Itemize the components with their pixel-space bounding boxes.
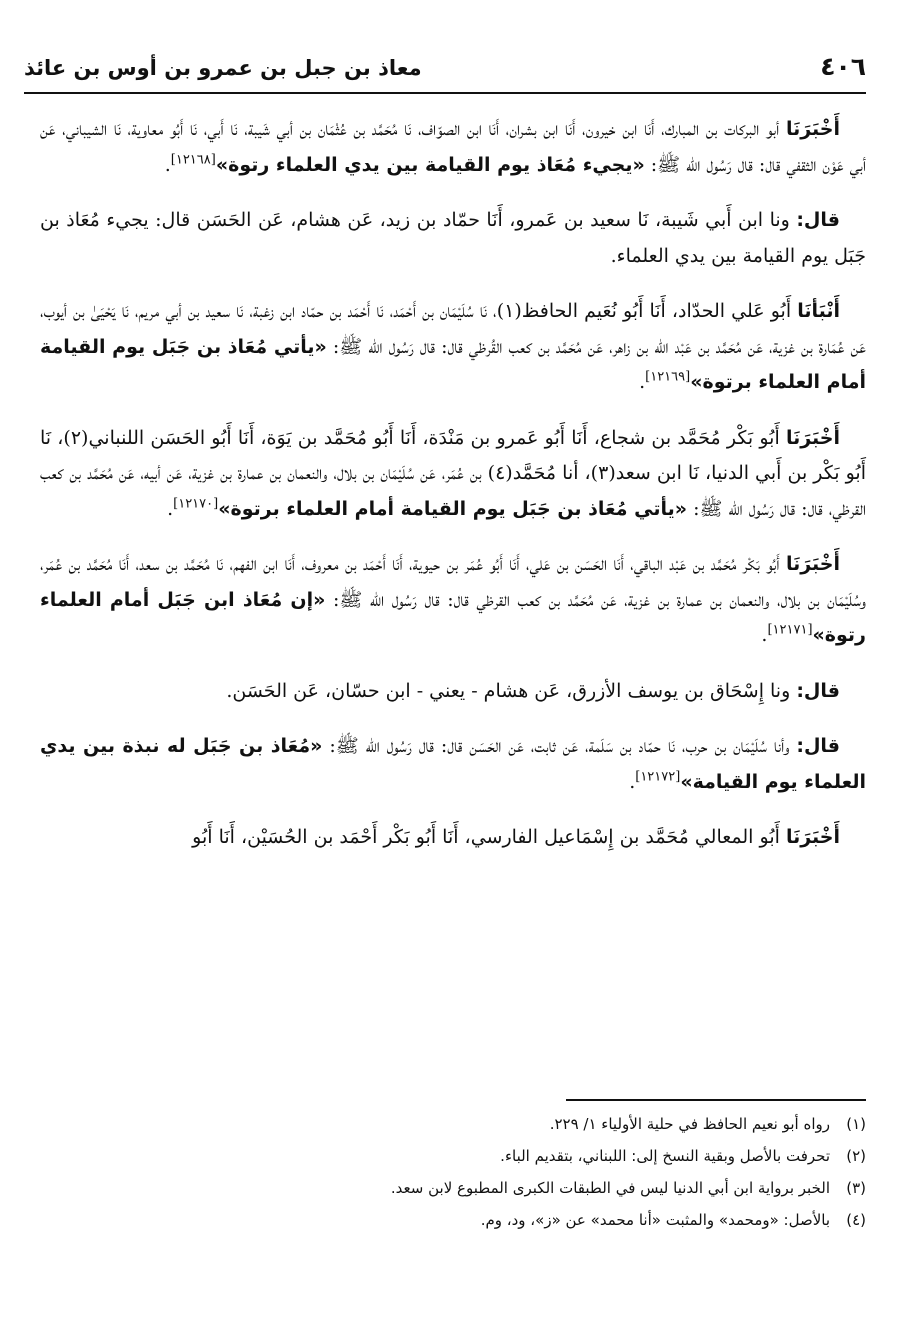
paragraph-tail: . [164,153,171,176]
paragraph-tail: . [629,770,636,793]
paragraph-tail: . [761,624,768,646]
hadith-reference: [١٢١٧٠] [173,496,219,512]
paragraph-3 [40,294,866,401]
footnote-divider [566,1099,866,1101]
paragraph-7 [40,729,866,800]
paragraph-5 [40,547,866,654]
paragraph-2 [40,203,866,274]
paragraph-lead: قال: [796,209,840,231]
paragraph-text: أَبُو عَلي الحدّاد، أَنَا أَبُو نُعَيم الحافظ(١)، نَا سُلَيْمَان بن أَحْمَد، نَا أَحْمَد بن حمّاد ابن زغبة، نَا سعيد بن أبي مريم، نَا يَحْيَىٰ بن أيوب، عَن عُمَارة بن غزية، عَن مُحَمَّد بن عَبْد الله بن زاهر، عَن مُحَمَّد بن كعب القُرظي قال: قال رَسُول الله ﷺ: [40,300,866,358]
hadith-reference: [١٢١٧٢] [635,769,681,785]
footnote-text: بالأصل: «ومحمد» والمثبت «أنا محمد» عن «ز»، ود، وم. [480,1211,830,1229]
paragraph-text: أَبُو بَكْر مُحَمَّد بن عَبْد الباقي، أَنَا الحَسَن بن عَلي، أَنَا أَبُو عُمَر بن حيوية، أَنَا أَحْمَد بن معروف، أَنَا ابن الفهم، نَا مُحَمَّد بن سعد، أَنَا مُحَمَّد بن عُمَر، وسُلَيْمَان بن بلال، والنعمان بن عمارة بن غزية، عَن مُحَمَّد بن كعب القرظي قال: قال رَسُول الله ﷺ: [40,553,866,611]
hadith-quote: «يجيء مُعَاذ يوم القيامة بين يدي العلماء رتوة» [215,153,645,176]
paragraph-6 [40,674,866,710]
footnote-item [40,1108,866,1140]
paragraph-lead: أَخْبَرَنَا [785,826,840,848]
paragraph-text: أبو البركات بن المبارك، أَنَا ابن خيرون، أَنَا ابن بشران، أَنَا ابن الصوّاف، نَا مُحَمَّد بن عُثْمَان بن أبي شَيبة، نَا أَبي، نَا أَبُو معاوية، نَا الشيباني، عَن أبي عَوْن الثقفي قال: قال رَسُول الله ﷺ: [40,118,866,176]
paragraph-lead: أَنْبَأنَا [797,300,840,322]
paragraph-lead: أَخْبَرَنَا [785,118,840,140]
footnote-item [40,1172,866,1204]
footnote-text: الخبر برواية ابن أبي الدنيا ليس في الطبقات الكبرى المطبوع لابن سعد. [390,1179,830,1197]
paragraph-lead: قال: [796,735,841,757]
paragraph-text: أَبُو المعالي مُحَمَّد بن إِسْمَاعيل الفارسي، أَنَا أَبُو بَكْر أَحْمَد بن الحُسَيْن، أَنَا أَبُو [192,826,786,848]
main-text [40,112,866,876]
paragraph-tail: . [639,371,646,393]
hadith-reference: [١٢١٦٨] [170,152,216,168]
paragraph-4 [40,421,866,528]
footnote-number: (٣) [846,1179,866,1197]
page-number: ٤٠٦ [820,52,866,81]
footnote-item [40,1140,866,1172]
running-title: معاذ بن جبل بن عمرو بن أوس بن عائذ [24,56,422,80]
footnote-number: (١) [846,1115,866,1133]
footnote-text: رواه أبو نعيم الحافظ في حلية الأولياء ١/ ٢٢٩. [549,1115,830,1133]
hadith-reference: [١٢١٦٩] [645,369,691,385]
paragraph-text: ونا إِسْحَاق بن يوسف الأزرق، عَن هشام - يعني - ابن حسّان، عَن الحَسَن. [226,679,797,702]
paragraph-8 [40,820,866,856]
paragraph-text: ونا ابن أَبي شَيبة، نَا سعيد بن عَمرو، أَنَا حمّاد بن زيد، عَن هشام، عَن الحَسَن قال: يجيء مُعَاذ بن جَبَل يوم القيامة بين يدي العلماء. [40,209,866,267]
paragraph-lead: قال: [796,679,840,702]
footnote-text: تحرفت بالأصل وبقية النسخ إلى: اللبناني، بتقديم الباء. [500,1147,830,1165]
paragraph-1 [40,112,866,183]
footnote-number: (٤) [846,1211,866,1229]
paragraph-text: أَبُو بَكْر مُحَمَّد بن شجاع، أَنَا أَبُو عَمرو بن مَنْدَة، أَنَا أَبُو مُحَمَّد بن يَوَة، أَنَا أَبُو الحَسَن اللنباني(٢)، نَا أَبُو بَكْر بن أَبي الدنيا، نَا ابن سعد(٣)، أنا مُحَمَّد(٤) بن عُمَر، عَن سُلَيْمَان بن بلال، والنعمان بن عمارة بن غزية، عَن أبيه، عَن مُحَمَّد بن كعب القرظي، قال: قال رَسُول الله ﷺ: [40,426,866,520]
paragraph-tail: . [167,497,174,520]
footnote-number: (٢) [846,1147,866,1165]
hadith-quote: «مُعَاذ بن جَبَل له نبذة بين يدي العلماء يوم القيامة» [40,735,866,793]
hadith-quote: «يأتي مُعَاذ بن جَبَل يوم القيامة أمام العلماء برتوة» [40,335,866,393]
hadith-quote: «إن مُعَاذ ابن جَبَل أمام العلماء رتوة» [40,588,866,646]
paragraph-lead: أَخْبَرَنَا [785,426,840,449]
footnote-item [40,1204,866,1236]
paragraph-text: وأنا سُلَيْمَان بن حرب، نَا حمّاد بن سَلَمة، عَن ثابت، عَن الحَسَن قال: قال رَسُول الله ﷺ: [322,735,797,757]
hadith-reference: [١٢١٧١] [767,622,813,638]
page-header [24,50,866,94]
paragraph-lead: أَخْبَرَنَا [785,553,840,575]
hadith-quote: «يأتي مُعَاذ بن جَبَل يوم القيامة أمام العلماء برتوة» [218,497,688,520]
footnotes [40,1108,866,1236]
